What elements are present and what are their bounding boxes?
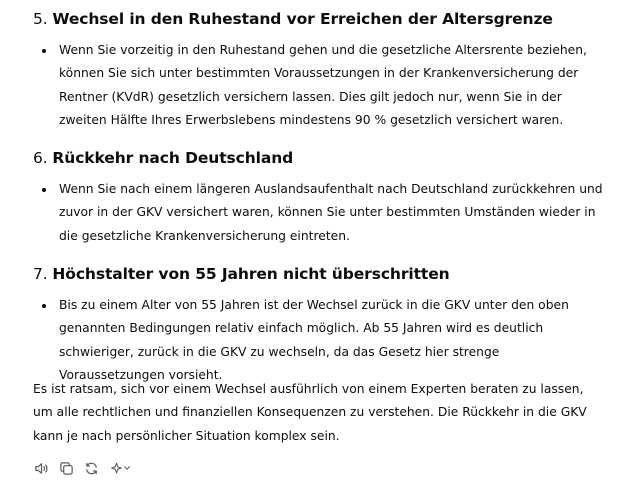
bullet-list bbox=[33, 39, 603, 132]
read-aloud-button[interactable] bbox=[33, 460, 49, 476]
bullet-list bbox=[33, 178, 603, 248]
chevron-down-icon bbox=[123, 464, 131, 472]
list-item: Bis zu einem Alter von 55 Jahren ist der Wechsel zurück in die GKV unter den oben genannten Bedingungen relativ einfach möglich. Ab 55 Jahren wird es deutlich schwieriger, zurück in die GKV zu wechseln, da das Gesetz hier strenge Voraussetzungen vorsieht. bbox=[33, 294, 603, 387]
bullet-list bbox=[33, 294, 603, 387]
regenerate-button[interactable] bbox=[83, 460, 99, 476]
section-heading bbox=[33, 10, 553, 28]
closing-paragraph-wrap bbox=[33, 378, 603, 448]
section-heading bbox=[33, 149, 293, 167]
message-actions bbox=[33, 460, 132, 476]
section-heading bbox=[33, 265, 450, 283]
closing-paragraph: Es ist ratsam, sich vor einem Wechsel ausführlich von einem Experten beraten zu lassen, um alle rechtlichen und finanziellen Konsequenzen zu verstehen. Die Rückkehr in die GKV kann je nach persönlicher Situation komplex sein. bbox=[33, 382, 587, 443]
list-item: Wenn Sie vorzeitig in den Ruhestand gehen und die gesetzliche Altersrente beziehen, können Sie sich unter bestimmten Voraussetzungen in der Krankenversicherung der Rentner (KVdR) gesetzlich versichern lassen. Dies gilt jedoch nur, wenn Sie in der zweiten Hälfte Ihres Erwerbslebens mindestens 90 % gesetzlich versichert waren. bbox=[33, 39, 603, 132]
section-title: Höchstalter von 55 Jahren nicht überschritten bbox=[52, 265, 450, 283]
copy-button[interactable] bbox=[58, 460, 74, 476]
list-item: Wenn Sie nach einem längeren Auslandsaufenthalt nach Deutschland zurückkehren und zuvor in der GKV versichert waren, können Sie unter bestimmten Umständen wieder in die gesetzliche Krankenversicherung eintreten. bbox=[33, 178, 603, 248]
section-number: 7. bbox=[33, 265, 48, 283]
speaker-icon bbox=[34, 461, 49, 476]
model-switch-button[interactable] bbox=[108, 460, 132, 476]
section-number: 5. bbox=[33, 10, 48, 28]
sparkle-icon bbox=[110, 462, 123, 475]
section-number: 6. bbox=[33, 149, 48, 167]
copy-icon bbox=[59, 461, 74, 476]
section-title: Wechsel in den Ruhestand vor Erreichen der Altersgrenze bbox=[52, 10, 553, 28]
section-title: Rückkehr nach Deutschland bbox=[52, 149, 294, 167]
regenerate-icon bbox=[84, 461, 99, 476]
